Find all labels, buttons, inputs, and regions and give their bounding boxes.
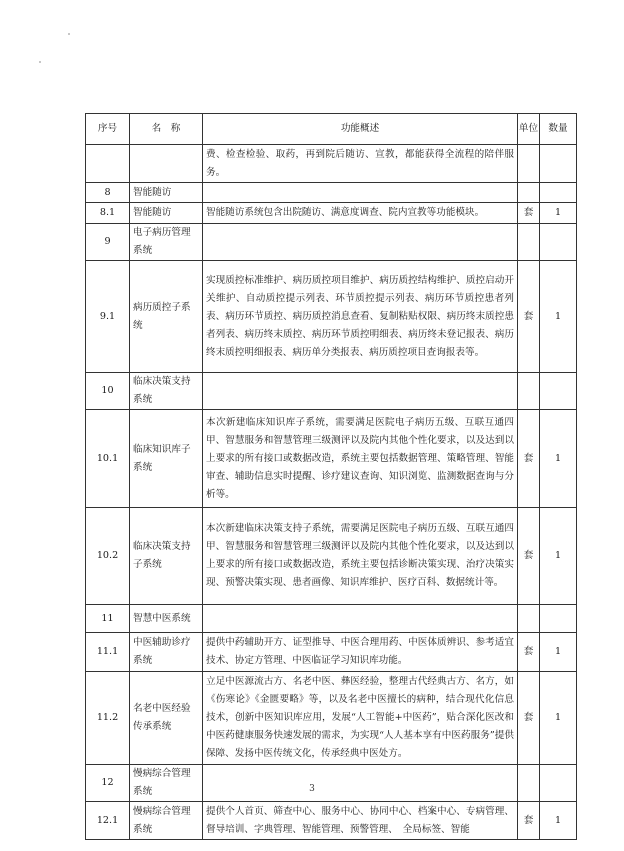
cell-desc: [203, 605, 518, 633]
cell-name: 名老中医经验传承系统: [130, 672, 203, 765]
cell-unit: [518, 605, 540, 633]
cell-no: 11.2: [86, 672, 130, 765]
cell-qty: [540, 605, 577, 633]
cell-no: 9.1: [86, 261, 130, 373]
cell-unit: [518, 224, 540, 261]
header-no: 序号: [86, 114, 130, 145]
cell-qty: [540, 373, 577, 410]
table-row: [86, 261, 577, 373]
cell-unit: [518, 373, 540, 410]
cell-desc: [203, 183, 518, 203]
cell-desc: 本次新建临床决策支持子系统，需要满足医院电子病历五级、互联互通四甲、智慧服务和智慧管理三级测评以及院内其他个性化要求，以及达到以上要求的所有接口或数据改造，系统主要包括诊断决策实现、治疗决策实现、预警决策实现、患者画像、知识库维护、医疗百科、数据统计等。: [203, 508, 518, 605]
cell-no: 9: [86, 224, 130, 261]
cell-name: 临床决策支持系统: [130, 373, 203, 410]
cell-no: 11.1: [86, 633, 130, 672]
cell-unit: [518, 765, 540, 802]
cell-qty: [540, 145, 577, 183]
table-row: [86, 605, 577, 633]
table-row: [86, 224, 577, 261]
cell-qty: 1: [540, 203, 577, 224]
cell-no: [86, 145, 130, 183]
cell-name: 病历质控子系统: [130, 261, 203, 373]
cell-name: 电子病历管理系统: [130, 224, 203, 261]
cell-name: [130, 145, 203, 183]
cell-no: 10.2: [86, 508, 130, 605]
cell-unit: 套: [518, 410, 540, 508]
cell-qty: [540, 765, 577, 802]
cell-no: 11: [86, 605, 130, 633]
table-row: [86, 410, 577, 508]
cell-unit: 套: [518, 633, 540, 672]
table-header-row: [86, 114, 577, 145]
cell-unit: 套: [518, 508, 540, 605]
cell-qty: 1: [540, 672, 577, 765]
scan-speck: [68, 33, 70, 35]
cell-unit: 套: [518, 802, 540, 840]
cell-desc: 提供个人首页、筛查中心、服务中心、协同中心、档案中心、专病管理、督导培训、字典管理、智能管理、预警管理、 全局标签、智能: [203, 802, 518, 840]
cell-unit: 套: [518, 261, 540, 373]
header-desc: 功能概述: [203, 114, 518, 145]
table-row: [86, 145, 577, 183]
cell-desc: [203, 373, 518, 410]
cell-unit: 套: [518, 672, 540, 765]
cell-no: 12: [86, 765, 130, 802]
cell-qty: [540, 224, 577, 261]
table-row: [86, 765, 577, 802]
cell-desc: 实现质控标准维护、病历质控项目维护、病历质控结构维护、质控启动开关维护、自动质控提示列表、环节质控提示列表、病历环节质控患者列表、病历环节质控、病历质控消息查看、复制粘贴权限、病历终末质控患者列表、病历终末质控、病历环节质控明细表、病历终未登记报表、病历终末质控明细报表、病历单分类报表、病历质控项目查询报表等。: [203, 261, 518, 373]
equipment-spec-table: [85, 113, 577, 840]
cell-name: 慢病综合管理系统: [130, 765, 203, 802]
cell-name: 临床知识库子系统: [130, 410, 203, 508]
cell-no: 8: [86, 183, 130, 203]
table-row: [86, 672, 577, 765]
cell-qty: 1: [540, 633, 577, 672]
cell-name: 慢病综合管理系统: [130, 802, 203, 840]
cell-name: 智能随访: [130, 183, 203, 203]
cell-desc: [203, 224, 518, 261]
cell-unit: 套: [518, 203, 540, 224]
table-row: [86, 508, 577, 605]
cell-desc: 本次新建临床知识库子系统，需要满足医院电子病历五级、互联互通四甲、智慧服务和智慧管理三级测评以及院内其他个性化要求，以及达到以上要求的所有接口或数据改造，系统主要包括数据管理、策略管理、智能审查、辅助信息实时提醒、诊疗建议查询、知识浏览、监测数据查询与分析等。: [203, 410, 518, 508]
header-qty: 数量: [540, 114, 577, 145]
cell-name: 智慧中医系统: [130, 605, 203, 633]
header-unit: [518, 114, 540, 145]
cell-desc: 立足中医源流古方、名老中医、彝医经验，整理古代经典古方、名方，如《伤寒论》《金匮要略》等，以及名老中医擅长的病种，结合现代化信息技术，创新中医知识库应用，发展“人工智能+中医药”，贴合深化医改和中医药健康服务快速发展的需求，为实现“人人基本享有中医药服务”提供保障、发扬中医传统文化，传承经典中医处方。: [203, 672, 518, 765]
cell-name: 临床决策支持子系统: [130, 508, 203, 605]
scan-speck: [39, 61, 41, 63]
cell-no: 12.1: [86, 802, 130, 840]
table-row: [86, 373, 577, 410]
table-row: [86, 183, 577, 203]
header-unit-label: 单位: [518, 123, 539, 134]
cell-qty: 1: [540, 508, 577, 605]
table-row: [86, 802, 577, 840]
cell-unit: [518, 145, 540, 183]
cell-qty: 1: [540, 802, 577, 840]
cell-qty: 1: [540, 410, 577, 508]
cell-name: 中医辅助诊疗系统: [130, 633, 203, 672]
cell-desc: 费、检查检验、取药，再到院后随访、宣教，都能获得全流程的陪伴服务。: [203, 145, 518, 183]
cell-no: 8.1: [86, 203, 130, 224]
cell-desc: [203, 765, 518, 802]
header-name: 名 称: [130, 114, 203, 145]
table-row: [86, 633, 577, 672]
cell-qty: 1: [540, 261, 577, 373]
cell-name: 智能随访: [130, 203, 203, 224]
cell-desc: 智能随访系统包含出院随访、满意度调查、院内宣教等功能模块。: [203, 203, 518, 224]
cell-no: 10.1: [86, 410, 130, 508]
table-row: [86, 203, 577, 224]
page-number: 3: [309, 784, 315, 794]
cell-qty: [540, 183, 577, 203]
cell-unit: [518, 183, 540, 203]
cell-desc: 提供中药辅助开方、证型推导、中医合理用药、中医体质辨识、参考适宜技术、协定方管理、中医临证学习知识库功能。: [203, 633, 518, 672]
cell-no: 10: [86, 373, 130, 410]
